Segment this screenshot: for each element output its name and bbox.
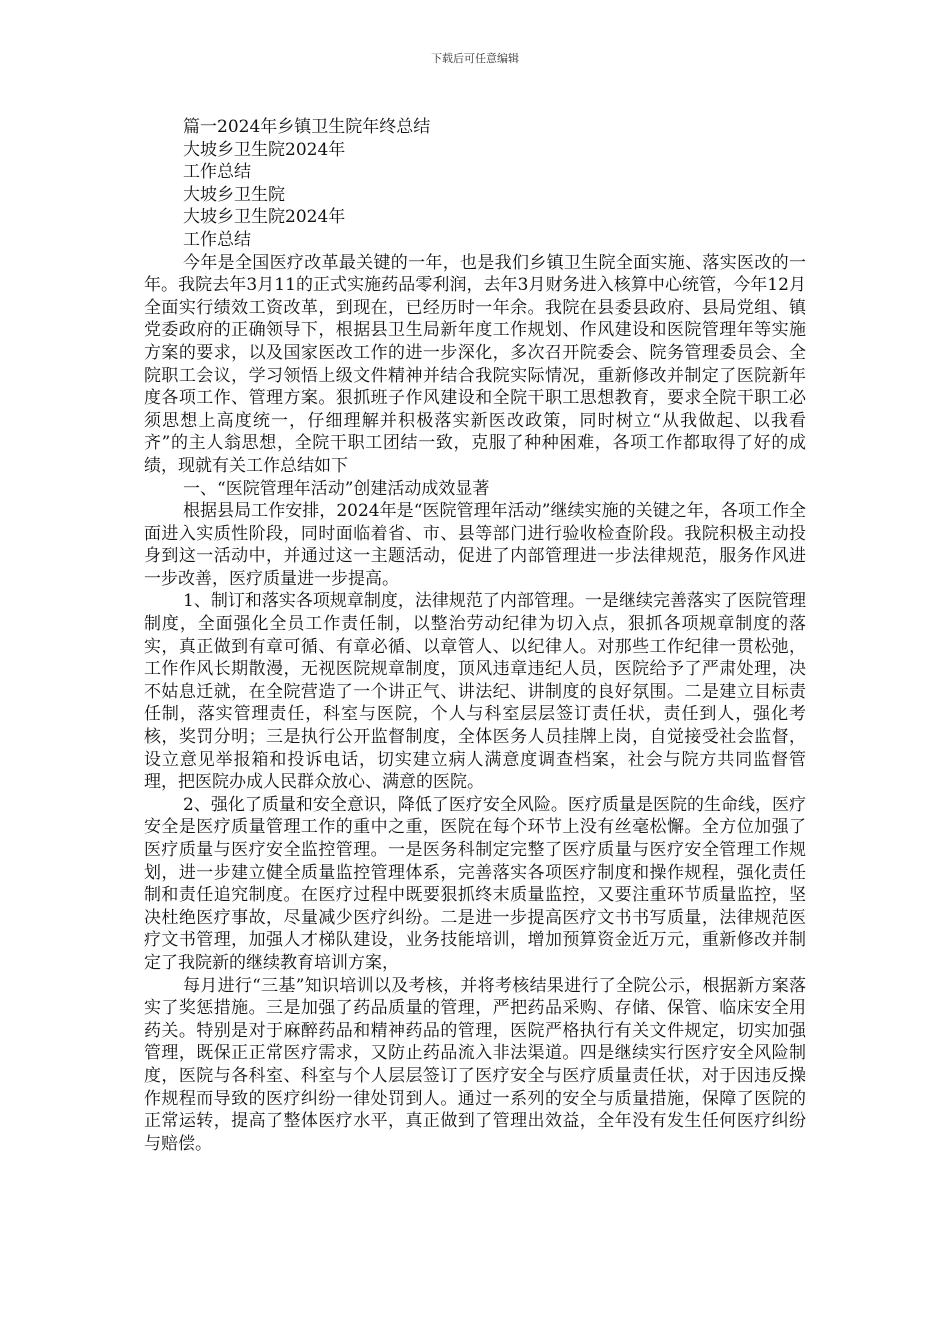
document-body <box>144 116 806 1155</box>
body-paragraph: 2、强化了质量和安全意识，降低了医疗安全风险。医疗质量是医院的生命线，医疗安全是医疗质量管理工作的重中之重，医院在每个环节上没有丝毫松懈。全方位加强了医疗质量与医疗安全监控管理。一是医务科制定完整了医疗质量与医疗安全管理工作规划，进一步建立健全质量监控管理体系，完善落实各项医疗制度和操作规程，强化责任制和责任追究制度。在医疗过程中既要狠抓终末质量监控，又要注重环节质量监控，坚决杜绝医疗事故，尽量减少医疗纠纷。二是进一步提高医疗文书书写质量，法律规范医疗文书管理，加强人才梯队建设，业务技能培训，增加预算资金近万元，重新修改并制定了我院新的继续教育培训方案， <box>144 794 806 973</box>
section-heading-1: 一、“医院管理年活动”创建活动成效显著 <box>183 478 490 499</box>
title-line-1: 篇一2024年乡镇卫生院年终总结 <box>183 117 431 137</box>
body-paragraph: 根据县局工作安排，2024年是“医院管理年活动”继续实施的关键之年，各项工作全面进入实质性阶段，同时面临着省、市、县等部门进行验收检查阶段。我院积极主动投身到这一活动中，并通过这一主题活动，促进了内部管理进一步法律规范，服务作风进一步改善，医疗质量进一步提高。 <box>144 501 806 589</box>
intro-paragraph: 今年是全国医疗改革最关键的一年，也是我们乡镇卫生院全面实施、落实医改的一年。我院去年3月11的正式实施药品零利润，去年3月财务进入核算中心统管，今年12月全面实行绩效工资改革，到现在，已经历时一年余。我院在县委县政府、县局党组、镇党委政府的正确领导下，根据县卫生局新年度工作规划、作风建设和医院管理年等实施方案的要求，以及国家医改工作的进一步深化，多次召开院委会、院务管理委员会、全院职工会议，学习领悟上级文件精神并结合我院实际情况，重新修改并制定了医院新年度各项工作、管理方案。狠抓班子作风建设和全院干职工思想教育，要求全院干职工必须思想上高度统一，仔细理解并积极落实新医改政策，同时树立“从我做起、以我看齐”的主人翁思想，全院干职工团结一致，克服了种种困难，各项工作都取得了好的成绩，现就有关工作总结如下 <box>144 252 806 476</box>
page-header-note: 下载后可任意编辑 <box>431 52 519 65</box>
title-line-2: 大坡乡卫生院2024年 <box>183 139 346 160</box>
title-line-5: 大坡乡卫生院2024年 <box>183 207 346 228</box>
title-line-4: 大坡乡卫生院 <box>183 184 285 205</box>
title-line-6: 工作总结 <box>183 229 251 250</box>
title-line-3: 工作总结 <box>183 162 251 183</box>
body-paragraph: 1、制订和落实各项规章制度，法律规范了内部管理。一是继续完善落实了医院管理制度，全面强化全员工作责任制，以整治劳动纪律为切入点，狠抓各项规章制度的落实，真正做到有章可循、有章必循、以章管人、以纪律人。对那些工作纪律一贯松弛，工作作风长期散漫，无视医院规章制度，顶风违章违纪人员，医院给予了严肃处理，决不姑息迁就，在全院营造了一个讲正气、讲法纪、讲制度的良好氛围。二是建立目标责任制，落实管理责任，科室与医院，个人与科室层层签订责任状，责任到人，强化考核，奖罚分明；三是执行公开监督制度，全体医务人员挂牌上岗，自觉接受社会监督，设立意见举报箱和投诉电话，切实建立病人满意度调查档案，社会与院方共同监督管理，把医院办成人民群众放心、满意的医院。 <box>144 591 806 793</box>
body-paragraph: 每月进行“三基”知识培训以及考核，并将考核结果进行了全院公示，根据新方案落实了奖惩措施。三是加强了药品质量的管理，严把药品采购、存储、保管、临床安全用药关。特别是对于麻醉药品和精神药品的管理，医院严格执行有关文件规定，切实加强管理，既保正正常医疗需求，又防止药品流入非法渠道。四是继续实行医疗安全风险制度，医院与各科室、科室与个人层层签订了医疗安全与医疗质量责任状，对于因违反操作规程而导致的医疗纠纷一律处罚到人。通过一系列的安全与质量措施，保障了医院的正常运转，提高了整体医疗水平，真正做到了管理出效益，全年没有发生任何医疗纠纷与赔偿。 <box>144 975 806 1154</box>
